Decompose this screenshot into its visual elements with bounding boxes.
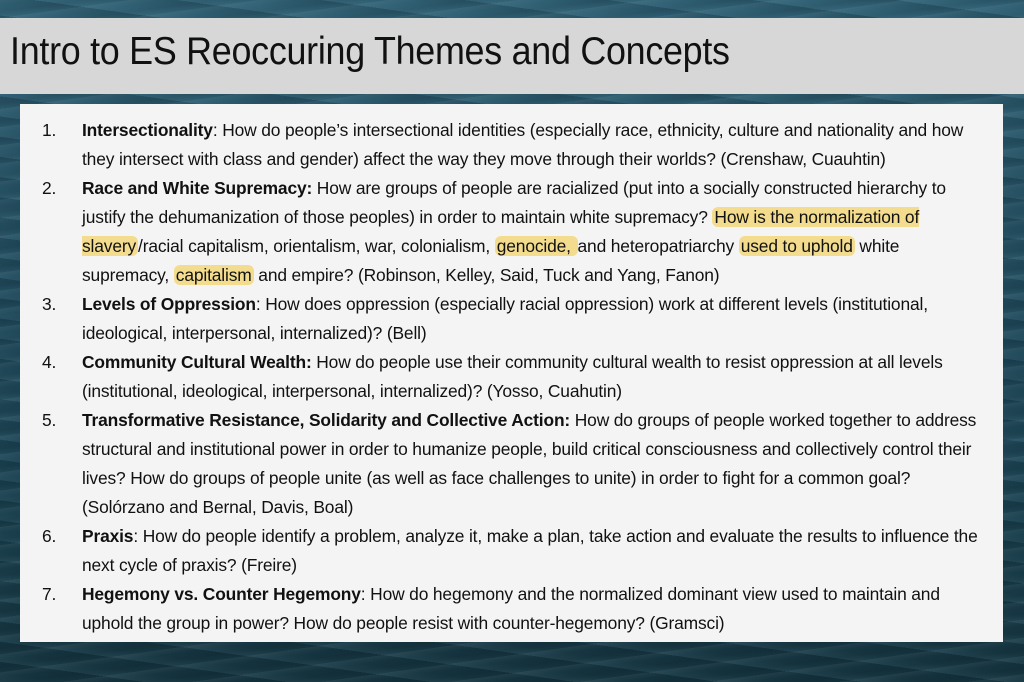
list-number: 4. — [42, 352, 57, 372]
slide-title: Intro to ES Reoccuring Themes and Concepts — [10, 30, 730, 73]
list-number: 1. — [42, 120, 57, 140]
highlighted-text: How is the normalization of slavery — [82, 207, 920, 256]
term-transformative-resistance: Transformative Resistance, Solidarity and Collective Action: — [82, 410, 571, 430]
list-number: 3. — [42, 294, 57, 314]
list-item-intersectionality — [20, 116, 1003, 174]
item-description: : How do people identify a problem, analyze it, make a plan, take action and evaluate the results to influence the next cycle of praxis? (Freire) — [82, 526, 978, 575]
term-praxis: Praxis — [82, 526, 134, 546]
list-number: 2. — [42, 178, 57, 198]
list-item-praxis — [20, 522, 1003, 580]
item-description: white supremacy, — [82, 236, 900, 285]
item-description: : How do hegemony and the normalized dominant view used to maintain and uphold the group in power? How do people resist with counter-hegemony? (Gramsci) — [82, 584, 940, 633]
term-race-white-supremacy: Race and White Supremacy: — [82, 178, 313, 198]
list-number: 7. — [42, 584, 57, 604]
content-panel — [20, 104, 1003, 642]
term-intersectionality: Intersectionality — [82, 120, 213, 140]
item-description: How are groups of people are racialized (put into a socially constructed hierarchy to justify the dehumanization of those peoples) in order to maintain white supremacy? — [82, 178, 946, 227]
list-item-community-cultural-wealth — [20, 348, 1003, 406]
list-number: 5. — [42, 410, 57, 430]
item-description: How do groups of people worked together to address structural and institutional power in order to humanize people, build critical consciousness and collectively control their lives? How do groups of people unite (as well as face challenges to unite) in order to fight for a common goal? (Solórzano and Bernal, Davis, Boal) — [82, 410, 977, 517]
themes-list — [20, 116, 1003, 638]
item-description: : How does oppression (especially racial oppression) work at different levels (institutional, ideological, interpersonal, internalized)? (Bell) — [82, 294, 928, 343]
term-hegemony: Hegemony vs. Counter Hegemony — [82, 584, 361, 604]
item-description: : How do people’s intersectional identities (especially race, ethnicity, culture and nationality and how they intersect with class and gender) affect the way they move through their worlds? (Crenshaw, Cuauhtin) — [82, 120, 964, 169]
item-description: and empire? (Robinson, Kelley, Said, Tuck and Yang, Fanon) — [253, 265, 720, 285]
highlighted-text: capitalism — [175, 265, 252, 285]
term-community-cultural-wealth: Community Cultural Wealth: — [82, 352, 312, 372]
list-item-race-white-supremacy — [20, 174, 1003, 290]
highlighted-text: genocide, — [496, 236, 576, 256]
item-description: and heteropatriarchy — [577, 236, 739, 256]
item-description: How do people use their community cultural wealth to resist oppression at all levels (institutional, ideological, interpersonal, internalized)? (Yosso, Cuahutin) — [82, 352, 943, 401]
highlighted-text: used to uphold — [740, 236, 853, 256]
list-number: 6. — [42, 526, 57, 546]
list-item-transformative-resistance — [20, 406, 1003, 522]
item-description: /racial capitalism, orientalism, war, colonialism, — [138, 236, 495, 256]
list-item-levels-of-oppression — [20, 290, 1003, 348]
term-levels-of-oppression: Levels of Oppression — [82, 294, 256, 314]
list-item-hegemony — [20, 580, 1003, 638]
